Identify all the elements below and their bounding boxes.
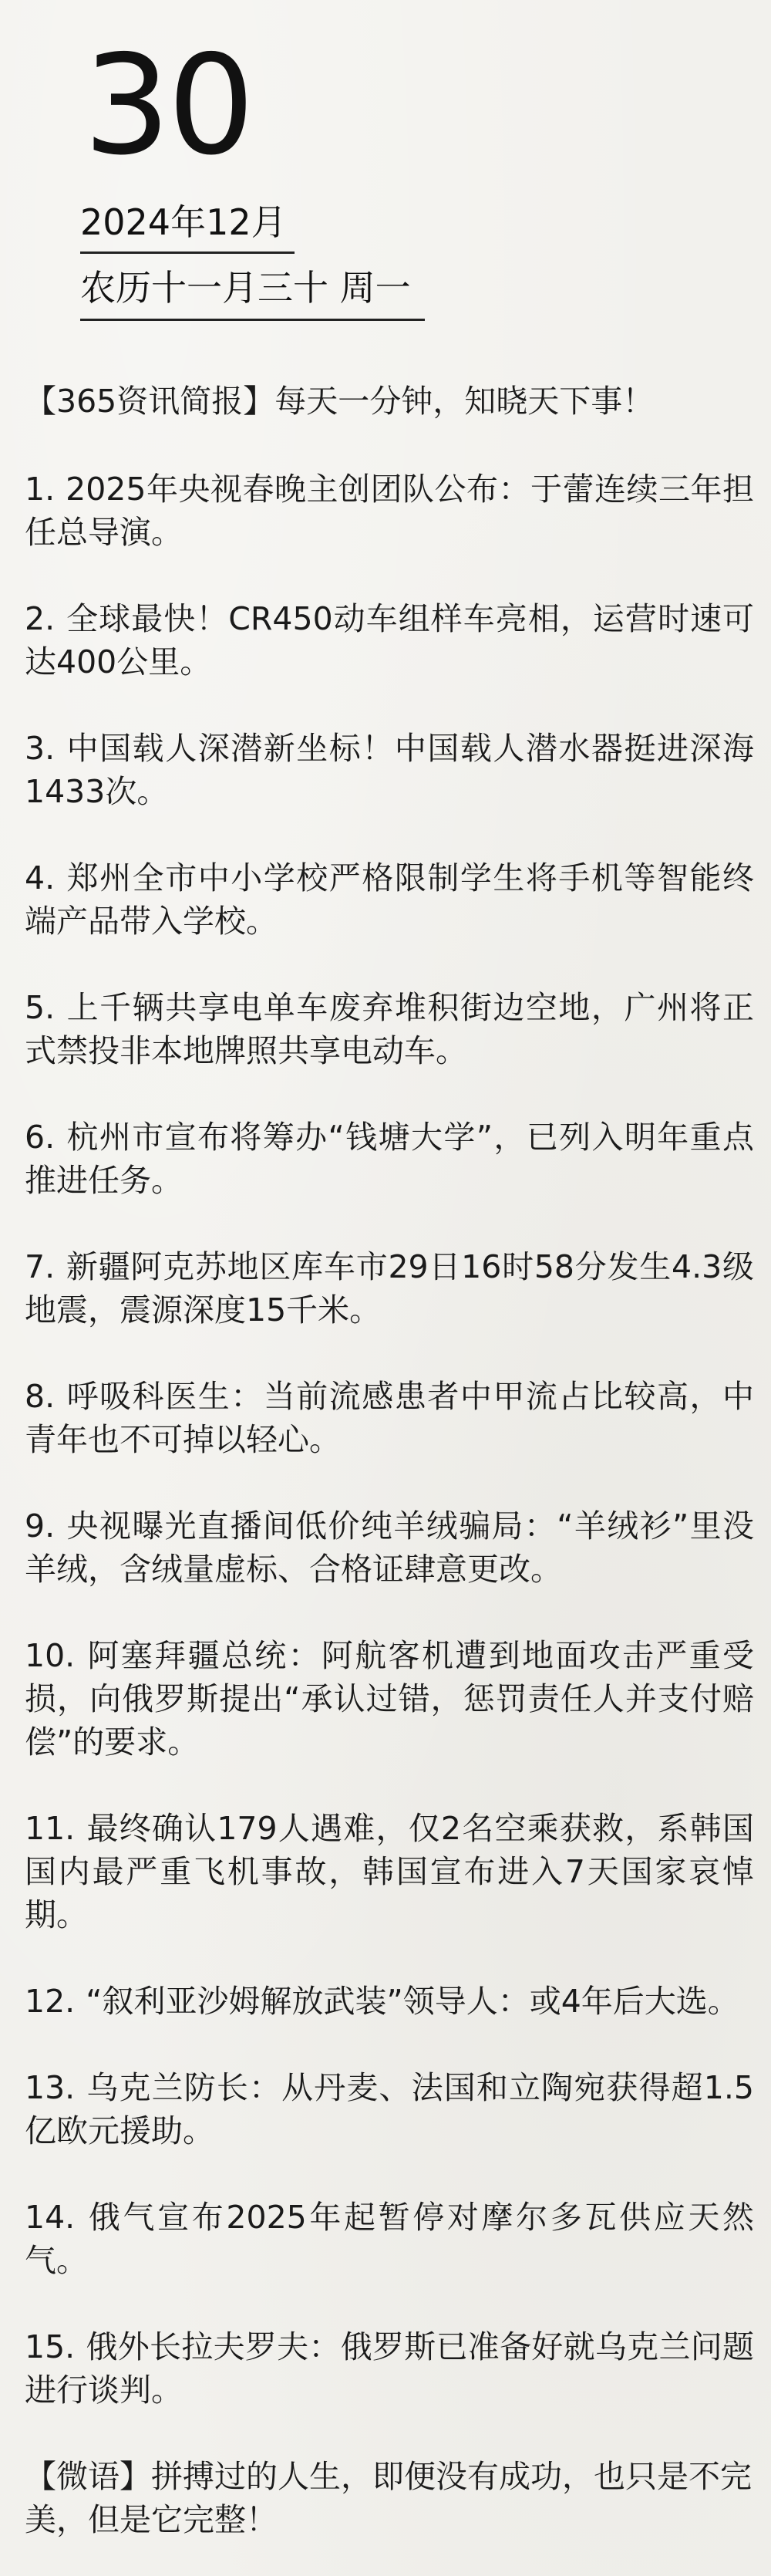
news-item-number: 3.	[25, 730, 56, 767]
news-item-3	[25, 727, 754, 813]
news-item-text: 上千辆共享电单车废弃堆积街边空地，广州将正式禁投非本地牌照共享电动车。	[25, 989, 754, 1069]
news-item-text: 最终确认179人遇难，仅2名空乘获救，系韩国国内最严重飞机事故，韩国宣布进入7天国家哀悼期。	[25, 1810, 754, 1933]
news-item-text: 中国载人深潜新坐标！中国载人潜水器挺进深海1433次。	[25, 730, 754, 810]
news-item-9	[25, 1504, 754, 1591]
news-list	[25, 380, 754, 2541]
news-item-text: “叙利亚沙姆解放武装”领导人：或4年后大选。	[86, 1983, 739, 2020]
news-item-text: 全球最快！CR450动车组样车亮相，运营时速可达400公里。	[25, 600, 754, 680]
news-item-number: 4.	[25, 859, 56, 896]
news-item-10	[25, 1634, 754, 1764]
news-item-text: 郑州全市中小学校严格限制学生将手机等智能终端产品带入学校。	[25, 859, 754, 940]
news-item-5	[25, 986, 754, 1072]
news-item-number: 5.	[25, 989, 56, 1026]
news-item-12	[25, 1980, 754, 2023]
news-item-number: 9.	[25, 1507, 56, 1545]
day-number: 30	[83, 25, 252, 185]
brief-footer-quote: 【微语】拼搏过的人生，即便没有成功，也只是不完美，但是它完整！	[25, 2458, 752, 2538]
news-item-text: 杭州市宣布将筹办“钱塘大学”，已列入明年重点推进任务。	[25, 1119, 754, 1199]
news-item-6	[25, 1116, 754, 1202]
news-item-4	[25, 856, 754, 943]
news-item-number: 13.	[25, 2069, 76, 2106]
news-item-2	[25, 597, 754, 684]
date-block	[80, 25, 425, 321]
news-item-number: 8.	[25, 1378, 56, 1415]
brief-header: 【365资讯简报】每天一分钟，知晓天下事！	[25, 383, 655, 420]
news-item-text: 俄外长拉夫罗夫：俄罗斯已准备好就乌克兰问题进行谈判。	[25, 2328, 754, 2409]
news-item-13	[25, 2066, 754, 2152]
news-item-number: 7.	[25, 1248, 56, 1285]
news-item-text: 乌克兰防长：从丹麦、法国和立陶宛获得超1.5亿欧元援助。	[25, 2069, 754, 2149]
year-month: 2024年12月	[80, 201, 295, 254]
news-item-text: 俄气宣布2025年起暂停对摩尔多瓦供应天然气。	[25, 2199, 754, 2279]
news-item-text: 阿塞拜疆总统：阿航客机遭到地面攻击严重受损，向俄罗斯提出“承认过错，惩罚责任人并支付赔偿”的要求。	[25, 1637, 754, 1761]
news-item-14	[25, 2196, 754, 2282]
news-item-8	[25, 1375, 754, 1461]
news-item-number: 1.	[25, 471, 56, 508]
news-item-text: 新疆阿克苏地区库车市29日16时58分发生4.3级地震，震源深度15千米。	[25, 1248, 754, 1329]
news-item-1	[25, 468, 754, 554]
news-item-text: 2025年央视春晚主创团队公布：于蕾连续三年担任总导演。	[25, 471, 754, 551]
news-item-15	[25, 2325, 754, 2412]
news-item-number: 10.	[25, 1637, 76, 1674]
news-item-text: 呼吸科医生：当前流感患者中甲流占比较高，中青年也不可掉以轻心。	[25, 1378, 754, 1458]
news-item-text: 央视曝光直播间低价纯羊绒骗局：“羊绒衫”里没羊绒，含绒量虚标、合格证肆意更改。	[25, 1507, 754, 1588]
news-item-7	[25, 1245, 754, 1332]
news-item-number: 11.	[25, 1810, 76, 1847]
news-item-number: 6.	[25, 1119, 56, 1156]
news-item-number: 14.	[25, 2199, 76, 2236]
news-item-number: 12.	[25, 1983, 76, 2020]
news-item-number: 15.	[25, 2328, 76, 2365]
news-item-11	[25, 1807, 754, 1936]
news-item-number: 2.	[25, 600, 56, 637]
lunar-date-weekday: 农历十一月三十 周一	[80, 266, 425, 321]
